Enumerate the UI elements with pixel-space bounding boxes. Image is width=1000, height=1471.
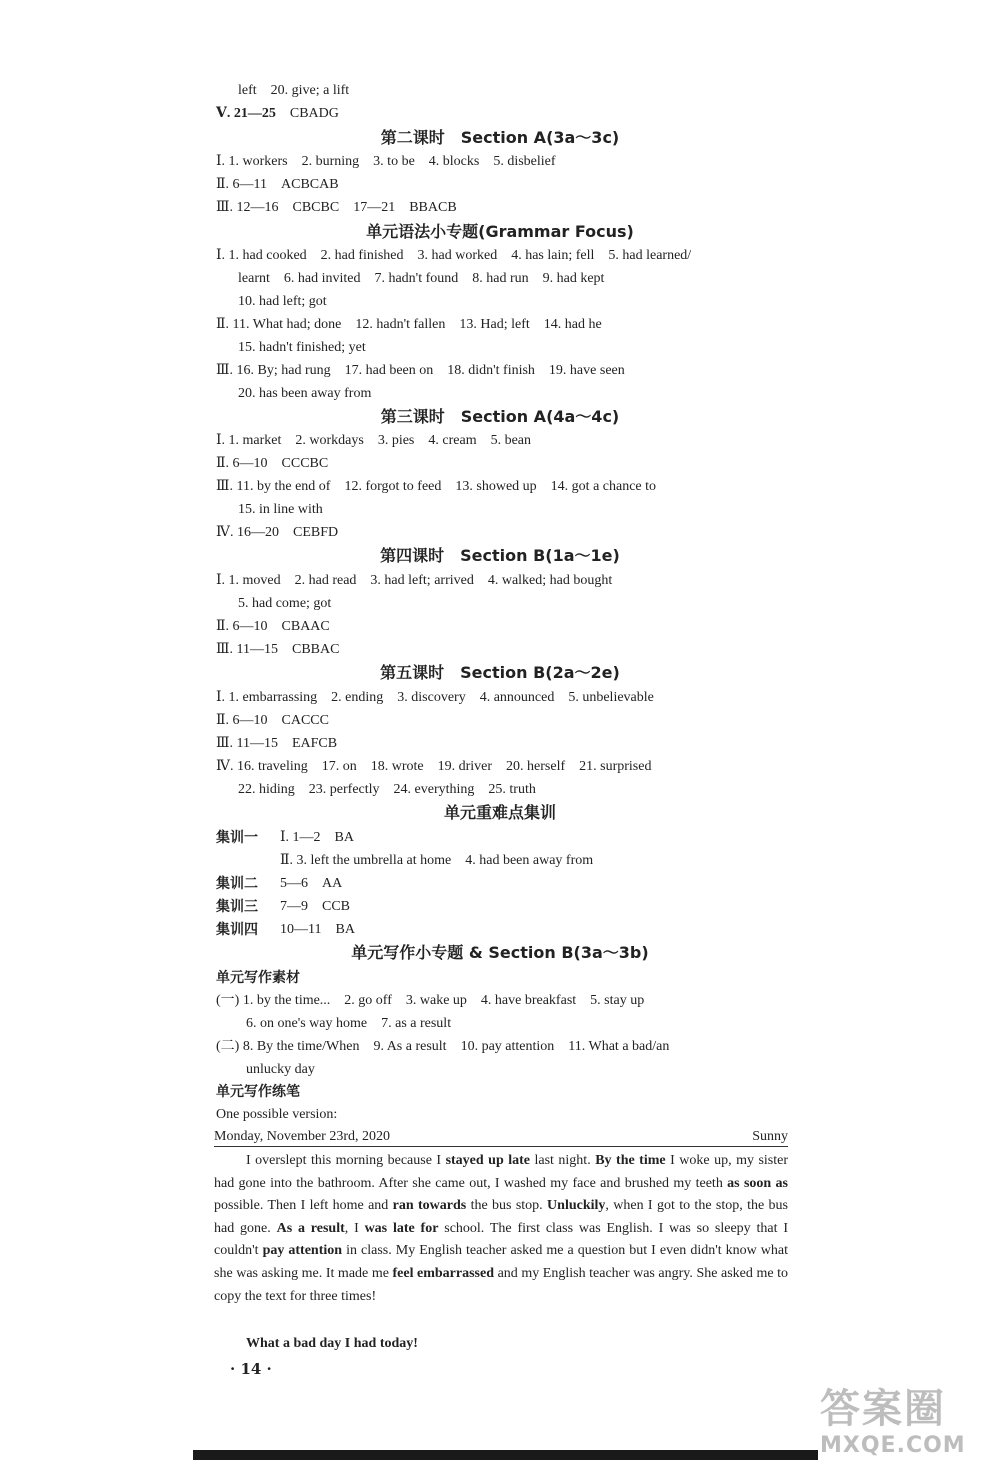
answer-line: Ⅱ. 3. left the umbrella at home 4. had been away from [280,853,594,868]
subsection-title: 单元写作练笔 [216,1084,300,1100]
answer-line: Ⅰ. 1. embarrassing 2. ending 3. discovery 4. announced 5. unbelievable [216,690,654,705]
answer-line: learnt 6. had invited 7. hadn't found 8. had run 9. had kept [238,271,605,286]
answer-line: unlucky day [246,1062,315,1077]
answer-line: 10—11 BA [280,922,355,937]
answer-line: left 20. give; a lift [238,83,350,98]
essay-closing: What a bad day I had today! [246,1336,418,1351]
bottom-rule [193,1450,818,1460]
answer-line: Ⅲ. 11—15 CBBAC [216,642,340,657]
drill-label: 集训二 [216,876,258,892]
diary-dateline [214,1128,788,1147]
drill-label: 集训一 [216,830,258,846]
answer-line: Ⅳ. 16. traveling 17. on 18. wrote 19. driver 20. herself 21. surprised [216,759,652,774]
answer-line: Ⅳ. 16—20 CEBFD [216,525,339,540]
diary-weather: Sunny [752,1129,788,1144]
answer-line: Ⅲ. 11. by the end of 12. forgot to feed 13. showed up 14. got a chance to [216,479,657,494]
answer-line: Ⅰ. 1—2 BA [280,830,354,845]
answer-line: 6. on one's way home 7. as a result [246,1016,452,1031]
answer-line: Ⅰ. 1. market 2. workdays 3. pies 4. cream 5. bean [216,433,532,448]
answer-line: Ⅰ. 1. moved 2. had read 3. had left; arrived 4. walked; had bought [216,573,613,588]
essay-paragraph: I overslept this morning because I stayed up late last night. By the time I woke up, my sister had gone into the bathroom. After she came out, I washed my face and brushed my teeth as soon as possible. Then I left home and ran towards the bus stop. Unluckily, when I got to the stop, the bus had gone. As a result, I was late for school. The first class was English. I was so sleepy that I couldn't pay attention in class. My English teacher asked me a question but I even didn't know what she was asking me. It made me feel embarrassed and my English teacher was angry. She asked me to copy the text for three times! [214,1153,789,1304]
drill-label: 集训三 [216,899,258,915]
answer-line: 20. has been away from [238,386,372,401]
answer-line: (一) 1. by the time... 2. go off 3. wake up 4. have breakfast 5. stay up [216,993,645,1008]
answer-line: 10. had left; got [238,294,327,309]
diary-date: Monday, November 23rd, 2020 [214,1129,391,1144]
answer-line: 15. in line with [238,502,323,517]
roman-label: Ⅴ. 21—25 [216,106,276,121]
section-heading: 单元语法小专题(Grammar Focus) [366,222,634,241]
answer-line: Ⅰ. 1. had cooked 2. had finished 3. had worked 4. has lain; fell 5. had learned/ [216,248,692,263]
answer-line: Ⅱ. 6—10 CACCC [216,713,329,728]
section-heading: 第四课时 Section B(1a～1e) [380,546,620,565]
answer-line: 7—9 CCB [280,899,351,914]
answer-line: Ⅲ. 16. By; had rung 17. had been on 18. didn't finish 19. have seen [216,363,625,378]
answer-line: Ⅱ. 6—10 CBAAC [216,619,330,634]
answer-text: CBADG [289,106,339,121]
drill-label: 集训四 [216,922,258,938]
answer-line: Ⅱ. 6—11 ACBCAB [216,177,339,192]
answer-line: 15. hadn't finished; yet [238,340,366,355]
answer-line: Ⅲ. 11—15 EAFCB [216,736,338,751]
section-heading: 第三课时 Section A(4a～4c) [380,407,620,426]
section-heading: 单元写作小专题 & Section B(3a～3b) [351,943,649,962]
answer-line: 5. had come; got [238,596,332,611]
answer-line: Ⅲ. 12—16 CBCBC 17—21 BBACB [216,200,457,215]
answer-line: 22. hiding 23. perfectly 24. everything 25. truth [238,782,536,797]
section-heading: 第二课时 Section A(3a～3c) [380,128,620,147]
section-heading: 单元重难点集训 [443,803,556,822]
answer-line: (二) 8. By the time/When 9. As a result 10. pay attention 11. What a bad/an [216,1039,670,1054]
answer-line [216,105,339,123]
version-label: One possible version: [216,1107,338,1122]
answer-line: Ⅱ. 6—10 CCCBC [216,456,329,471]
section-heading: 第五课时 Section B(2a～2e) [380,663,620,682]
site-watermark: 答案圈 MXQE.COM [820,1386,966,1458]
answer-line: Ⅰ. 1. workers 2. burning 3. to be 4. blocks 5. disbelief [216,154,556,169]
page-number: · 14 · [230,1360,272,1378]
subsection-title: 单元写作素材 [216,970,300,986]
answer-line: 5—6 AA [280,876,343,891]
answer-line: Ⅱ. 11. What had; done 12. hadn't fallen 13. Had; left 14. had he [216,317,602,332]
